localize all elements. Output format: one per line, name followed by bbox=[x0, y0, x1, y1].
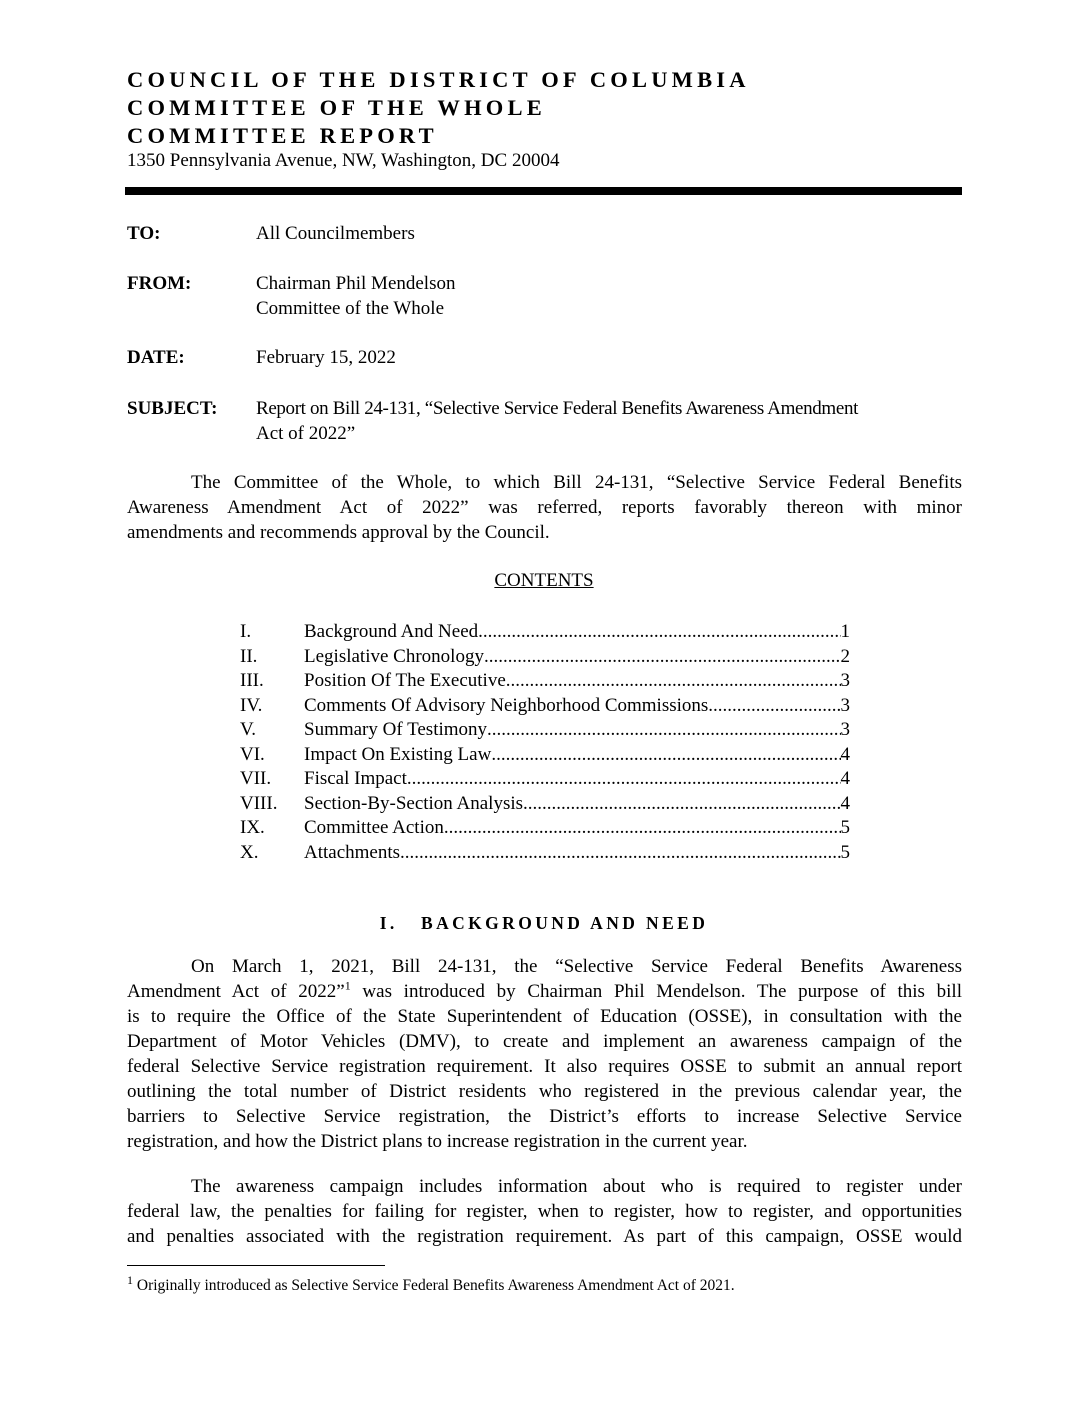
toc-number: VII. bbox=[240, 768, 272, 789]
toc-page: 3 bbox=[840, 694, 850, 716]
toc-number: V. bbox=[240, 719, 257, 740]
toc-number: IX. bbox=[240, 817, 265, 838]
toc-leader bbox=[400, 841, 840, 866]
from-committee: Committee of the Whole bbox=[256, 298, 445, 319]
background-paragraph-2 bbox=[127, 1174, 962, 1249]
footnote-text: Originally introduced as Selective Service Federal Benefits Awareness Amendment Act of 2021. bbox=[133, 1277, 735, 1294]
body-line: federal Selective Service registration requirement. It also requires OSSE to submit an annual report bbox=[127, 1056, 962, 1077]
subject-line-1: Report on Bill 24-131, “Selective Service Federal Benefits Awareness Amendment bbox=[256, 398, 859, 419]
background-paragraph-1 bbox=[127, 954, 962, 1154]
toc-page: 3 bbox=[840, 719, 850, 740]
toc-number: VIII. bbox=[240, 792, 278, 814]
toc-title: Section-By-Section Analysis bbox=[304, 792, 524, 814]
toc-number: II. bbox=[240, 645, 258, 667]
intro-line: amendments and recommends approval by the Council. bbox=[127, 522, 550, 543]
toc-leader bbox=[487, 718, 840, 743]
toc-page: 4 bbox=[840, 743, 850, 765]
date-label: DATE: bbox=[127, 347, 185, 368]
toc-leader bbox=[506, 669, 841, 694]
footnote bbox=[127, 1272, 735, 1295]
toc-page: 3 bbox=[840, 670, 850, 691]
toc-row[interactable] bbox=[240, 743, 850, 768]
toc-title: Attachments bbox=[304, 841, 401, 863]
toc-number: X. bbox=[240, 841, 259, 863]
footnote-rule bbox=[127, 1265, 385, 1266]
toc-title: Background And Need bbox=[304, 621, 479, 642]
toc-page: 4 bbox=[840, 768, 850, 789]
toc-number: VI. bbox=[240, 743, 265, 765]
intro-paragraph bbox=[127, 470, 962, 545]
section-heading-background: I. BACKGROUND AND NEED bbox=[379, 913, 709, 933]
toc-row[interactable] bbox=[240, 620, 850, 645]
toc-page: 4 bbox=[840, 792, 850, 814]
header-rule bbox=[125, 187, 962, 195]
toc-page: 2 bbox=[840, 645, 850, 667]
toc-title: Summary Of Testimony bbox=[304, 719, 488, 740]
header-address: 1350 Pennsylvania Avenue, NW, Washington, DC 20004 bbox=[127, 150, 560, 171]
toc-title: Comments Of Advisory Neighborhood Commissions bbox=[304, 694, 709, 716]
to-label: TO: bbox=[127, 223, 161, 244]
body-line bbox=[127, 979, 962, 1004]
toc-title: Position Of The Executive bbox=[304, 670, 506, 691]
body-line: Department of Motor Vehicles (DMV), to create and implement an awareness campaign of the bbox=[127, 1031, 962, 1052]
table-of-contents bbox=[240, 620, 850, 865]
toc-page: 5 bbox=[840, 841, 850, 863]
toc-row[interactable] bbox=[240, 767, 850, 792]
toc-row[interactable] bbox=[240, 816, 850, 841]
subject-value bbox=[256, 396, 962, 446]
body-line: federal law, the penalties for failing for register, when to register, how to register, and opportunities bbox=[127, 1201, 962, 1222]
toc-title: Impact On Existing Law bbox=[304, 743, 492, 765]
toc-leader bbox=[484, 645, 841, 670]
toc-title: Committee Action bbox=[304, 817, 444, 838]
toc-row[interactable] bbox=[240, 841, 850, 866]
toc-title: Legislative Chronology bbox=[304, 645, 484, 667]
intro-line: Awareness Amendment Act of 2022” was referred, reports favorably thereon with minor bbox=[127, 497, 962, 518]
toc-leader bbox=[407, 767, 841, 792]
intro-line: The Committee of the Whole, to which Bill 24-131, “Selective Service Federal Benefits bbox=[191, 472, 962, 493]
toc-leader bbox=[478, 620, 840, 645]
date-value: February 15, 2022 bbox=[256, 347, 396, 368]
body-line: is to require the Office of the State Superintendent of Education (OSSE), in consultation with the bbox=[127, 1006, 962, 1027]
footnote-reference[interactable]: 1 bbox=[344, 978, 351, 993]
body-line: registration, and how the District plans to increase registration in the current year. bbox=[127, 1131, 748, 1152]
toc-row[interactable] bbox=[240, 694, 850, 719]
body-text: was introduced by Chairman Phil Mendelson. The purpose of this bill bbox=[350, 981, 962, 1002]
toc-row[interactable] bbox=[240, 645, 850, 670]
toc-leader bbox=[708, 694, 840, 719]
to-value: All Councilmembers bbox=[256, 223, 415, 244]
toc-number: III. bbox=[240, 670, 264, 691]
toc-row[interactable] bbox=[240, 669, 850, 694]
toc-leader bbox=[444, 816, 841, 841]
subject-line-2: Act of 2022” bbox=[256, 423, 356, 444]
toc-leader bbox=[523, 792, 840, 817]
from-label: FROM: bbox=[127, 273, 192, 294]
toc-number: I. bbox=[240, 621, 252, 642]
toc-title: Fiscal Impact bbox=[304, 768, 407, 789]
body-line: barriers to Selective Service registration, the District’s efforts to increase Selective Service bbox=[127, 1106, 962, 1127]
body-line: and penalties associated with the registration requirement. As part of this campaign, OSSE would bbox=[127, 1226, 962, 1247]
footnote-number: 1 bbox=[127, 1272, 133, 1287]
toc-leader bbox=[491, 743, 840, 768]
from-value bbox=[256, 271, 455, 321]
contents-title: CONTENTS bbox=[494, 570, 594, 591]
header-council: COUNCIL OF THE DISTRICT OF COLUMBIA bbox=[127, 67, 750, 92]
toc-page: 5 bbox=[840, 817, 850, 838]
body-text: Amendment Act of 2022” bbox=[127, 981, 345, 1002]
body-line: On March 1, 2021, Bill 24-131, the “Selective Service Federal Benefits Awareness bbox=[191, 956, 962, 977]
toc-row[interactable] bbox=[240, 792, 850, 817]
subject-label: SUBJECT: bbox=[127, 398, 218, 419]
body-line: The awareness campaign includes information about who is required to register under bbox=[191, 1176, 962, 1197]
toc-number: IV. bbox=[240, 694, 263, 716]
header-report: COMMITTEE REPORT bbox=[127, 123, 438, 148]
header-committee: COMMITTEE OF THE WHOLE bbox=[127, 95, 546, 120]
toc-row[interactable] bbox=[240, 718, 850, 743]
from-name: Chairman Phil Mendelson bbox=[256, 273, 456, 294]
body-line: outlining the total number of District residents who registered in the previous calendar year, the bbox=[127, 1081, 962, 1102]
toc-page: 1 bbox=[840, 621, 850, 642]
